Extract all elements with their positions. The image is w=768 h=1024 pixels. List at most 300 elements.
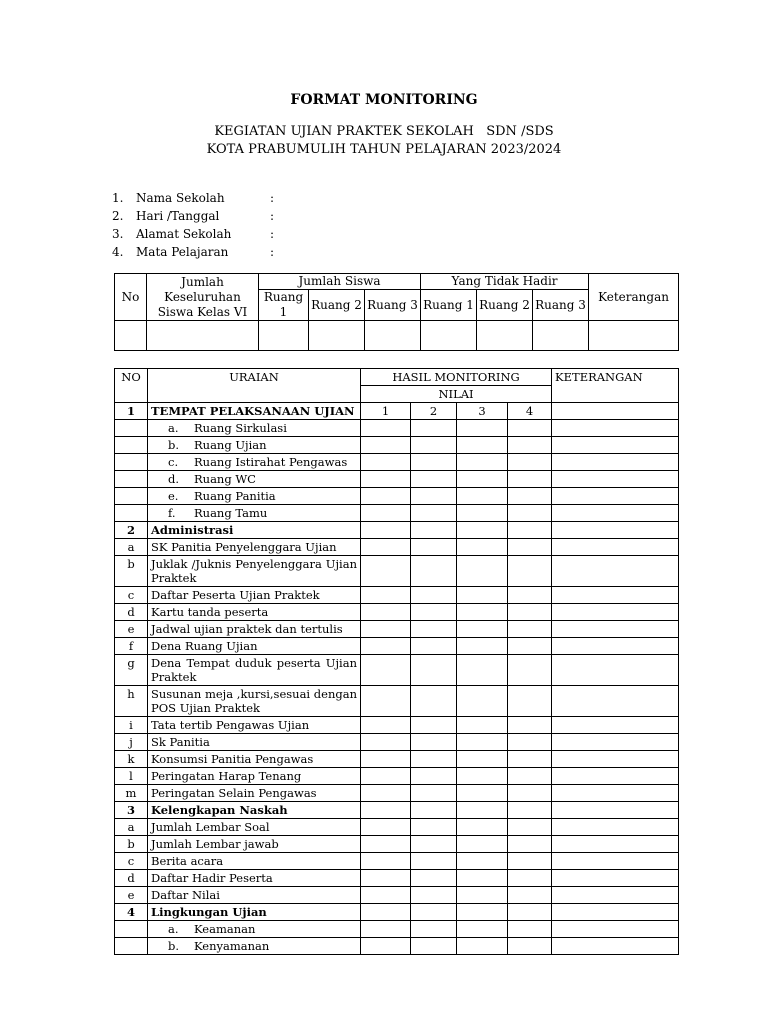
score-cell[interactable] (411, 471, 457, 488)
score-cell[interactable] (457, 505, 508, 522)
score-cell[interactable] (361, 686, 411, 717)
row-number: g (115, 655, 148, 686)
input-cell[interactable] (365, 321, 421, 351)
keterangan-cell[interactable] (552, 604, 679, 621)
score-cell[interactable] (508, 785, 552, 802)
table-row (115, 539, 679, 556)
input-cell[interactable] (589, 321, 679, 351)
score-cell[interactable] (361, 621, 411, 638)
sub-letter: a. (168, 922, 179, 936)
document-subtitle-1: KEGIATAN UJIAN PRAKTEK SEKOLAH SDN /SDS (214, 124, 554, 139)
score-cell[interactable] (411, 556, 457, 587)
header-ruang: Ruang 2 (477, 290, 533, 321)
score-cell[interactable] (508, 802, 552, 819)
row-number: d (115, 604, 148, 621)
row-number: c (115, 587, 148, 604)
table-row (115, 751, 679, 768)
row-uraian (148, 505, 361, 522)
keterangan-cell[interactable] (552, 539, 679, 556)
score-cell[interactable] (361, 938, 411, 955)
score-cell[interactable] (411, 638, 457, 655)
row-number: b (115, 556, 148, 587)
row-uraian: Dena Tempat duduk peserta Ujian Praktek (148, 655, 361, 686)
score-cell[interactable] (411, 802, 457, 819)
score-cell[interactable] (411, 686, 457, 717)
row-uraian: Administrasi (148, 522, 361, 539)
score-cell[interactable] (457, 522, 508, 539)
score-cell[interactable] (361, 471, 411, 488)
table-row (115, 686, 679, 717)
table-row (115, 768, 679, 785)
score-cell[interactable] (411, 505, 457, 522)
keterangan-cell[interactable] (552, 454, 679, 471)
score-cell[interactable] (508, 587, 552, 604)
keterangan-cell[interactable] (552, 785, 679, 802)
score-cell[interactable] (411, 454, 457, 471)
keterangan-cell[interactable] (552, 802, 679, 819)
header-ruang: Ruang 2 (309, 290, 365, 321)
score-cell[interactable] (361, 802, 411, 819)
score-cell[interactable] (457, 655, 508, 686)
info-row (112, 207, 412, 225)
score-cell[interactable] (457, 853, 508, 870)
info-number: 4. (112, 245, 124, 259)
info-colon: : (270, 209, 275, 223)
score-cell[interactable] (457, 870, 508, 887)
header-ruang: Ruang 3 (533, 290, 589, 321)
score-cell[interactable] (508, 819, 552, 836)
score-cell[interactable] (508, 921, 552, 938)
keterangan-cell[interactable] (552, 734, 679, 751)
info-number: 1. (112, 191, 124, 205)
row-uraian: Tata tertib Pengawas Ujian (148, 717, 361, 734)
row-uraian: Kelengkapan Naskah (148, 802, 361, 819)
score-cell[interactable] (508, 454, 552, 471)
score-cell[interactable] (361, 556, 411, 587)
score-cell[interactable] (457, 471, 508, 488)
score-cell[interactable] (457, 751, 508, 768)
keterangan-cell[interactable] (552, 437, 679, 454)
row-uraian: Jadwal ujian praktek dan tertulis (148, 621, 361, 638)
score-cell[interactable] (361, 604, 411, 621)
keterangan-cell[interactable] (552, 420, 679, 437)
info-row (112, 225, 412, 243)
row-number: a (115, 819, 148, 836)
score-cell[interactable] (411, 938, 457, 955)
score-cell[interactable] (411, 819, 457, 836)
keterangan-cell[interactable] (552, 471, 679, 488)
score-cell[interactable] (457, 686, 508, 717)
input-cell[interactable] (259, 321, 309, 351)
row-number: h (115, 686, 148, 717)
score-cell[interactable] (361, 785, 411, 802)
table-row (115, 471, 679, 488)
sub-text: Ruang Ujian (194, 438, 267, 452)
row-number (115, 437, 148, 454)
score-cell[interactable] (361, 921, 411, 938)
score-cell[interactable] (508, 488, 552, 505)
score-cell[interactable] (508, 522, 552, 539)
sub-text: Ruang WC (194, 472, 256, 486)
table-row (115, 734, 679, 751)
row-number: 3 (115, 802, 148, 819)
info-label: Nama Sekolah (136, 191, 225, 205)
row-uraian (148, 488, 361, 505)
keterangan-cell[interactable] (552, 522, 679, 539)
score-cell[interactable] (361, 717, 411, 734)
score-cell[interactable] (361, 505, 411, 522)
score-cell[interactable] (411, 904, 457, 921)
score-cell[interactable] (411, 437, 457, 454)
score-cell[interactable] (457, 420, 508, 437)
score-cell[interactable] (411, 717, 457, 734)
score-cell[interactable] (508, 768, 552, 785)
score-label: 3 (457, 403, 508, 420)
info-colon: : (270, 227, 275, 241)
row-uraian: Jumlah Lembar jawab (148, 836, 361, 853)
row-number (115, 921, 148, 938)
score-cell[interactable] (411, 887, 457, 904)
row-uraian (148, 471, 361, 488)
sub-text: Ruang Istirahat Pengawas (194, 455, 348, 469)
row-number (115, 471, 148, 488)
table-row (115, 604, 679, 621)
score-cell[interactable] (457, 785, 508, 802)
info-row (112, 189, 412, 207)
score-cell[interactable] (508, 887, 552, 904)
row-number: 2 (115, 522, 148, 539)
score-cell[interactable] (457, 734, 508, 751)
keterangan-cell[interactable] (552, 655, 679, 686)
table-row (115, 587, 679, 604)
row-uraian: Peringatan Selain Pengawas (148, 785, 361, 802)
input-cell[interactable] (147, 321, 259, 351)
score-cell[interactable] (361, 488, 411, 505)
score-cell[interactable] (411, 870, 457, 887)
sub-letter: d. (168, 472, 180, 486)
row-number: l (115, 768, 148, 785)
score-cell[interactable] (361, 836, 411, 853)
info-label: Alamat Sekolah (136, 227, 232, 241)
sub-letter: b. (168, 438, 180, 452)
score-cell[interactable] (457, 938, 508, 955)
keterangan-cell[interactable] (552, 836, 679, 853)
row-uraian: Sk Panitia (148, 734, 361, 751)
score-cell[interactable] (457, 819, 508, 836)
keterangan-cell[interactable] (552, 938, 679, 955)
row-number: e (115, 887, 148, 904)
header-ruang: Ruang 3 (365, 290, 421, 321)
input-cell[interactable] (477, 321, 533, 351)
keterangan-cell[interactable] (552, 505, 679, 522)
score-cell[interactable] (361, 751, 411, 768)
row-number: e (115, 621, 148, 638)
row-uraian: Peringatan Harap Tenang (148, 768, 361, 785)
table-row (115, 505, 679, 522)
row-number (115, 505, 148, 522)
keterangan-cell[interactable] (552, 686, 679, 717)
info-colon: : (270, 245, 275, 259)
score-cell[interactable] (411, 420, 457, 437)
row-uraian (148, 437, 361, 454)
score-cell[interactable] (508, 655, 552, 686)
keterangan-cell[interactable] (552, 638, 679, 655)
table-row (115, 638, 679, 655)
score-label: 2 (411, 403, 457, 420)
score-cell[interactable] (361, 768, 411, 785)
row-number: c (115, 853, 148, 870)
header-ruang: Ruang 1 (421, 290, 477, 321)
row-number (115, 938, 148, 955)
sub-text: Ruang Tamu (194, 506, 268, 520)
header-keterangan: Keterangan (589, 274, 679, 321)
score-cell[interactable] (508, 686, 552, 717)
score-cell[interactable] (457, 437, 508, 454)
score-cell[interactable] (508, 836, 552, 853)
score-cell[interactable] (361, 539, 411, 556)
input-cell[interactable] (533, 321, 589, 351)
keterangan-cell[interactable] (552, 556, 679, 587)
info-number: 2. (112, 209, 124, 223)
score-cell[interactable] (508, 471, 552, 488)
keterangan-cell[interactable] (552, 921, 679, 938)
row-uraian (148, 938, 361, 955)
score-cell[interactable] (457, 717, 508, 734)
row-number: d (115, 870, 148, 887)
score-cell[interactable] (457, 587, 508, 604)
score-cell[interactable] (411, 655, 457, 686)
score-cell[interactable] (508, 751, 552, 768)
row-number (115, 420, 148, 437)
row-number (115, 454, 148, 471)
sub-letter: f. (168, 506, 176, 520)
sub-text: Ruang Sirkulasi (194, 421, 287, 435)
score-cell[interactable] (361, 853, 411, 870)
score-cell[interactable] (457, 556, 508, 587)
keterangan-cell[interactable] (552, 887, 679, 904)
row-uraian: Susunan meja ,kursi,sesuai dengan POS Ujian Praktek (148, 686, 361, 717)
row-uraian: Kartu tanda peserta (148, 604, 361, 621)
sub-letter: c. (168, 455, 179, 469)
header-no: No (115, 274, 147, 321)
document-subtitle-2: KOTA PRABUMULIH TAHUN PELAJARAN 2023/2024 (206, 142, 562, 157)
row-uraian (148, 454, 361, 471)
row-number: k (115, 751, 148, 768)
row-uraian (148, 420, 361, 437)
row-uraian: Juklak /Juknis Penyelenggara Ujian Praktek (148, 556, 361, 587)
keterangan-cell[interactable] (552, 768, 679, 785)
score-cell[interactable] (508, 638, 552, 655)
table-row (115, 802, 679, 819)
table-row (115, 819, 679, 836)
sub-letter: b. (168, 939, 180, 953)
score-cell[interactable] (508, 505, 552, 522)
header-hasil-monitoring: HASIL MONITORING (361, 369, 552, 386)
score-cell[interactable] (457, 921, 508, 938)
score-cell[interactable] (411, 522, 457, 539)
score-cell[interactable] (508, 556, 552, 587)
header-jumlah-keseluruhan: Jumlah Keseluruhan Siswa Kelas VI (147, 274, 259, 321)
keterangan-cell[interactable] (552, 587, 679, 604)
score-cell[interactable] (457, 454, 508, 471)
score-cell[interactable] (457, 604, 508, 621)
table-row (115, 887, 679, 904)
row-uraian: Daftar Peserta Ujian Praktek (148, 587, 361, 604)
header-no: NO (115, 369, 148, 403)
header-keterangan: KETERANGAN (552, 369, 679, 403)
row-number: m (115, 785, 148, 802)
score-cell[interactable] (361, 819, 411, 836)
sub-text: Keamanan (194, 922, 256, 936)
score-cell[interactable] (411, 768, 457, 785)
score-cell[interactable] (361, 587, 411, 604)
keterangan-cell[interactable] (552, 717, 679, 734)
score-cell[interactable] (457, 638, 508, 655)
score-cell[interactable] (411, 785, 457, 802)
header-nilai: NILAI (361, 386, 552, 403)
row-uraian: Berita acara (148, 853, 361, 870)
row-uraian: Dena Ruang Ujian (148, 638, 361, 655)
score-cell[interactable] (361, 454, 411, 471)
score-cell[interactable] (508, 853, 552, 870)
attendance-table (114, 273, 679, 351)
table-row (115, 938, 679, 955)
table-row (115, 853, 679, 870)
input-cell[interactable] (309, 321, 365, 351)
table-row (115, 420, 679, 437)
score-cell[interactable] (411, 836, 457, 853)
score-cell[interactable] (361, 437, 411, 454)
school-info-list (112, 189, 412, 261)
table-row (115, 921, 679, 938)
score-cell[interactable] (411, 621, 457, 638)
keterangan-cell[interactable] (552, 621, 679, 638)
score-cell[interactable] (457, 539, 508, 556)
score-cell[interactable] (411, 604, 457, 621)
info-label: Hari /Tanggal (136, 209, 220, 223)
score-cell[interactable] (457, 802, 508, 819)
keterangan-cell[interactable] (552, 819, 679, 836)
header-tidak-hadir: Yang Tidak Hadir (421, 274, 589, 290)
score-cell[interactable] (411, 587, 457, 604)
keterangan-cell[interactable] (552, 403, 679, 420)
row-uraian: Konsumsi Panitia Pengawas (148, 751, 361, 768)
table-row (115, 717, 679, 734)
info-number: 3. (112, 227, 124, 241)
row-uraian: Daftar Hadir Peserta (148, 870, 361, 887)
score-cell[interactable] (508, 437, 552, 454)
score-cell[interactable] (508, 621, 552, 638)
info-colon: : (270, 191, 275, 205)
score-cell[interactable] (361, 655, 411, 686)
keterangan-cell[interactable] (552, 904, 679, 921)
score-cell[interactable] (508, 938, 552, 955)
score-cell[interactable] (361, 522, 411, 539)
score-label: 1 (361, 403, 411, 420)
row-number: f (115, 638, 148, 655)
score-cell[interactable] (457, 887, 508, 904)
table-row (115, 785, 679, 802)
table-row (115, 437, 679, 454)
row-uraian: Daftar Nilai (148, 887, 361, 904)
header-ruang: Ruang 1 (259, 290, 309, 321)
keterangan-cell[interactable] (552, 751, 679, 768)
row-number: a (115, 539, 148, 556)
score-cell[interactable] (411, 539, 457, 556)
row-number (115, 488, 148, 505)
score-cell[interactable] (411, 488, 457, 505)
score-label: 4 (508, 403, 552, 420)
keterangan-cell[interactable] (552, 870, 679, 887)
score-cell[interactable] (411, 921, 457, 938)
row-number: i (115, 717, 148, 734)
keterangan-cell[interactable] (552, 853, 679, 870)
table-row (115, 488, 679, 505)
table-row (115, 870, 679, 887)
table-row (115, 621, 679, 638)
score-cell[interactable] (361, 638, 411, 655)
info-label: Mata Pelajaran (136, 245, 229, 259)
score-cell[interactable] (457, 836, 508, 853)
header-jumlah-siswa: Jumlah Siswa (259, 274, 421, 290)
table-row (115, 655, 679, 686)
sub-text: Kenyamanan (194, 939, 270, 953)
sub-letter: a. (168, 421, 179, 435)
row-uraian: Jumlah Lembar Soal (148, 819, 361, 836)
row-number: 1 (115, 403, 148, 420)
header-uraian: URAIAN (148, 369, 361, 403)
table-row (115, 403, 679, 420)
score-cell[interactable] (508, 904, 552, 921)
score-cell[interactable] (457, 621, 508, 638)
row-number: b (115, 836, 148, 853)
document-title: FORMAT MONITORING (290, 92, 478, 108)
score-cell[interactable] (411, 853, 457, 870)
score-cell[interactable] (361, 887, 411, 904)
score-cell[interactable] (361, 904, 411, 921)
row-number: j (115, 734, 148, 751)
score-cell[interactable] (411, 734, 457, 751)
info-row (112, 243, 412, 261)
score-cell[interactable] (457, 768, 508, 785)
sub-letter: e. (168, 489, 179, 503)
row-uraian: TEMPAT PELAKSANAAN UJIAN (148, 403, 361, 420)
table-row (115, 522, 679, 539)
keterangan-cell[interactable] (552, 488, 679, 505)
row-uraian (148, 921, 361, 938)
table-row (115, 836, 679, 853)
score-cell[interactable] (508, 539, 552, 556)
monitoring-table-body (115, 403, 679, 955)
table-row (115, 556, 679, 587)
score-cell[interactable] (457, 904, 508, 921)
score-cell[interactable] (411, 751, 457, 768)
score-cell[interactable] (361, 734, 411, 751)
score-cell[interactable] (361, 420, 411, 437)
score-cell[interactable] (508, 870, 552, 887)
monitoring-table (114, 368, 679, 955)
input-cell[interactable] (115, 321, 147, 351)
score-cell[interactable] (457, 488, 508, 505)
table-row (115, 904, 679, 921)
row-uraian: SK Panitia Penyelenggara Ujian (148, 539, 361, 556)
score-cell[interactable] (508, 734, 552, 751)
score-cell[interactable] (508, 717, 552, 734)
score-cell[interactable] (361, 870, 411, 887)
input-cell[interactable] (421, 321, 477, 351)
score-cell[interactable] (508, 604, 552, 621)
score-cell[interactable] (508, 420, 552, 437)
